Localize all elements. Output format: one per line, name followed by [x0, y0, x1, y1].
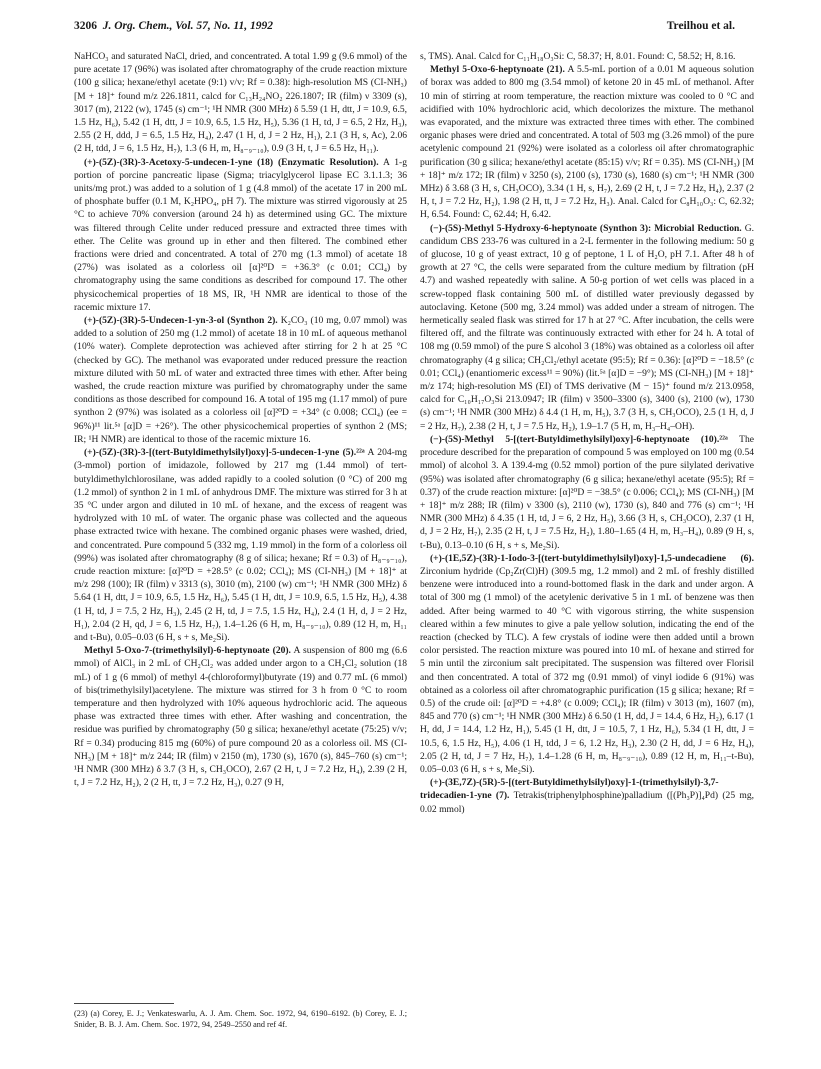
section-heading: (+)-(1E,5Z)-(3R)-1-Iodo-3-[(tert-butyldimethylsilyl)oxy]-1,5-undecadiene (6).: [430, 552, 754, 564]
footnote-entry: (23) (a) Corey, E. J.; Venkateswarlu, A. J. Am. Chem. Soc. 1972, 94, 6190–6192. (b) Corey, E. J.; Snider, B. B. J. Am. Chem. Soc. 1972, 94, 2549–2550 and ref 4f.: [74, 1009, 407, 1030]
section-heading: (+)-(5Z)-(3R)-3-Acetoxy-5-undecen-1-yne (18) (Enzymatic Resolution).: [84, 156, 379, 168]
paragraph: [74, 314, 407, 446]
paragraph: [420, 552, 754, 776]
running-author: Treilhou et al.: [666, 20, 735, 32]
paragraph-text: G. candidum CBS 233-76 was cultured in a 2-L fermenter in the following medium: 50 g of glucose, 10 g of yeast extract, 10 g of peptone, 1 L of H₂O, pH 7.1. After 48 h of growth at 27 °C, the cells were separated from the culture medium by filtration (pH 4.7) and washed repeatedly with saline. A 50-g portion of wet cells was placed in a screw-topped flask containing 500 mL of distilled water previously degassed by autoclaving. Ketone (500 mg, 3.24 mmol) was added under a stream of nitrogen. The hermetically sealed flask was stirred for 17 h at 27 °C. After incubation, the cells were filtered off, and the filtrate was continuously extracted with ether for 24 h. A total of 108 mg (0.59 mmol) of the pure S alcohol 3 (18%) was obtained as a colorless oil after chromatography (4 g silica; CH₂Cl₂/ethyl acetate (95:5); Rf = 0.36): [α]²⁰D = −18.5° (c 0.01; CCl₄) (enantiomeric excess¹¹ = 90%) (lit.⁵ᵃ [α]D = −9°); MS (CI-NH₃) [M + 18]⁺ m/z 174; high-resolution MS (EI) of TMS derivative (M − 15)⁺ found m/z 213.0958, calcd for C₁₀H₁₇O₃Si 213.0947; IR (film) ν 3500–3300 (s), 3400 (s), 2100 (w), 1730 (s) cm⁻¹; ¹H NMR (300 MHz) δ 4.4 (1 H, m, H₅), 3.7 (3 H, s, CH₃OCO), 2.5 (1 H, d, J = 2 Hz, H₇), 2.38 (2 H, t, J = 7.5 Hz, H₂), 1.9–1.7 (5 H, m, H₃–H₄–OH).: [420, 222, 755, 432]
right-column: [420, 50, 754, 816]
paragraph-text: Zirconium hydride (Cp₂Zr(Cl)H) (309.5 mg, 1.2 mmol) and 2 mL of freshly distilled benzene were introduced into a round-bottomed flask in the dark and under argon. A total of 300 mg (1 mmol) of the acetylenic derivative 5 in 1 mL of benzene was then added. After being warmed to 40 °C with vigorous stirring, the white suspension cleared within a few minutes to give a pale yellow solution, indicating the end of the reaction (checked by TLC). A few crystals of iodine were then added until a brown color persisted. The reaction mixture was poured into 10 mL of hexane and stirred for 5 min until the zirconium salt precipitated. The suspension was filtered over Florisil and then concentrated. A total of 372 mg (0.91 mmol) of vinyl iodide 6 (91%) was obtained as a colorless oil after chromatographic purification (15 g silica; hexane; Rf = 0.5) of the crude oil: [α]²⁰D = +4.8° (c 0.009; CCl₄); IR (film) ν 3013 (m), 1607 (m), 845 and 770 (s) cm⁻¹; ¹H NMR (300 MHz) δ 6.50 (1 H, dd, J = 14.4, 6 Hz, H₂), 6.17 (1 H, dd, J = 14.4, 1.2 Hz, H₁), 5.45 (1 H, dtt, J = 10.5, 7, 1 Hz, H₆), 5.34 (1 H, dtt, J = 10.5, 6, 1.5 Hz, H₅), 4.06 (1 H, tdd, J = 6, 1.2 Hz, H₃), 2.30 (2 H, dd, J = 6 Hz, H₄), 2.05 (2 H, td, J = 7 Hz, H₇), 1.4–1.28 (6 H, m, H₈₋₉₋₁₀), 0.89 (12 H, m, H₁₁–t-Bu), 0.05–0.03 (6 H, s + s, Me₂Si).: [420, 565, 754, 775]
footnotes: [74, 1008, 407, 1030]
paragraph: [420, 433, 754, 552]
paragraph-text: s, TMS). Anal. Calcd for C₁₁H₁₈O₃Si: C, 58.37; H, 8.01. Found: C, 58.52; H, 8.16.: [420, 51, 736, 62]
section-heading: (−)-(5S)-Methyl 5-[(tert-Butyldimethylsilyl)oxy]-6-heptynoate (10).²²ᵃ: [430, 433, 728, 445]
header-left: [74, 20, 273, 32]
paragraph: [74, 644, 407, 789]
paragraph: [74, 50, 407, 156]
section-heading: (+)-(5Z)-(3R)-3-[(tert-Butyldimethylsilyl)oxy]-5-undecen-1-yne (5).²²ᵃ: [84, 447, 365, 459]
page-number: 3206: [74, 20, 97, 32]
paragraph-text: A 1-g portion of porcine pancreatic lipase (Sigma; triacylglycerol lipase EC 3.1.1.3; 36 units/mg prot.) was added to a solution of 1 g (4.8 mmol) of the acetate 17 in 200 mL of phosphate buffer (0.1 M, K₂HPO₄, pH 7). The mixture was stirred vigorously at 25 °C to achieve 70% conversion (around 24 h) as determined using GC. The mixture was filtered through Celite under reduced pressure and extracted three times with ether. The Celite was ground up in ether and then filtered. The combined ether fractions were dried and concentrated. A total of 270 mg (1.3 mmol) of acetate 18 (27%) was isolated as a colorless oil [α]²⁰D = +36.3° (c 0.01; CCl₄) by chromatography using the same conditions as described for compound 17. The other physicochemical properties of 18 MS, IR, ¹H NMR are identical to those of the racemic mixture 17.: [74, 156, 407, 313]
paragraph-text: Tetrakis(triphenylphosphine)palladium ([(Ph₃P)]₄Pd) (25 mg, 0.02 mmol): [420, 790, 755, 815]
paragraph-text: A suspension of 800 mg (6.6 mmol) of AlCl₃ in 2 mL of CH₂Cl₂ was added under argon to a CH₂Cl₂ solution (18 mL) of 1 g (6 mmol) of methyl 4-(chloroformyl)butyrate (19) and 0.77 mL (6 mmol) of bis(trimethylsilyl)acetylene. The mixture was stirred for 3 h from 0 °C to room temperature and then hydrolyzed with 10% aqueous hydrochloric acid. The aqueous phase was extracted three times with ether. After washing and concentration, the residue was purified by chromatography (50 g silica; hexane/ethyl acetate (75:25) v/v; Rf = 0.34) producing 815 mg (60%) of pure compound 20 as a colorless oil. MS (CI-NH₃) [M + 18]⁺ m/z 244; IR (film) ν 2150 (m), 1730 (s), 1670 (s), 845–760 (s) cm⁻¹; ¹H NMR (300 MHz) δ 3.7 (3 H, s, CH₃OCO), 2.67 (2 H, t, J = 7.2 Hz, H₄), 2.39 (2 H, t, J = 7.2 Hz, H₂), 2 (2 H, tt, J = 7.2 Hz, H₃), 0.27 (9 H,: [74, 645, 407, 789]
left-column: [74, 50, 407, 789]
paragraph-text: A 5.5-mL portion of a 0.01 M aqueous solution of borax was added to 800 mg (3.54 mmol) of ketone 20 in 45 mL of methanol. After 10 min of stirring at room temperature, the reaction mixture was cooled to 0 °C and acidified with 10% hydrochloric acid, which decolorizes the mixture. The methanol was evaporated, and the mixture was extracted three times with ether. The combined organic phases were dried and concentrated. A total of 503 mg (3.26 mmol) of the pure acetylenic compound 21 (92%) were isolated as a colorless oil after chromatographic purification (30 g silica; hexane/ethyl acetate (85:15) v/v; Rf = 0.35). MS (CI-NH₃) [M + 18]⁺ m/z 172; IR (film) ν 3250 (s), 2100 (s), 1730 (s), 1680 (s) cm⁻¹; ¹H NMR (300 MHz) δ 3.68 (3 H, s, CH₃OCO), 3.34 (1 H, s, H₇), 2.69 (2 H, t, J = 7.2 Hz, H₄), 2.37 (2 H, t, J = 7.2 Hz, H₂), 1.98 (2 H, tt, J = 7.2 Hz, H₃). Anal. Calcd for C₈H₁₀O₃: C, 62.32; H, 6.54. Found: C, 62.44; H, 6.42.: [420, 64, 754, 221]
page-header: [74, 20, 735, 38]
paragraph-text: The procedure described for the preparation of compound 5 was employed on 100 mg (0.54 mmol) of alcohol 3. A 139.4-mg (0.52 mmol) portion of the pure silylated derivative (95%) was isolated after chromatography (6 g silica; hexane/ethyl acetate (95:5); Rf = 0.37) of the crude reaction mixture: [α]²⁰D = −38.5° (c 0.006; CCl₄); MS (CI-NH₃) [M + 18]⁺ m/z 288; IR (film) ν 3300 (s), 2110 (w), 1730 (s), 840 and 776 (s) cm⁻¹; ¹H NMR (300 MHz) δ 4.35 (1 H, td, J = 6, 2 Hz, H₅), 3.66 (3 H, s, CH₃OCO), 2.37 (1 H, d, J = 2 Hz, H₇), 2.35 (2 H, t, J = 7.5 Hz, H₂), 1.80–1.65 (4 H, m, H₃–H₄), 0.89 (9 H, s, t-Bu), 0.13–0.10 (6 H, s + s, Me₂Si).: [420, 433, 754, 551]
section-heading: (+)-(3E,7Z)-(5R)-5-[(tert-Butyldimethylsilyl)oxy]-1-(trimethylsilyl)-3,7-tridecadien-1-yne (7).: [420, 777, 719, 802]
footnote-rule: [74, 1003, 174, 1004]
paragraph-text: NaHCO₃ and saturated NaCl, dried, and concentrated. A total 1.99 g (9.6 mmol) of the pure acetate 17 (96%) was isolated after chromatography of the crude reaction mixture (100 g silica; hexane/ethyl acetate (9:1) v/v; Rf = 0.38): high-resolution MS (CI-NH₃) [M + 18]⁺ found m/z 226.1811, calcd for C₁₃H₂₄NO₂ 226.1807; IR (film) ν 3309 (s), 3017 (m), 2122 (w), 1745 (s) cm⁻¹; ¹H NMR (300 MHz) δ 5.59 (1 H, dtt, J = 10.9, 6.5, 1.5 Hz, H₆), 5.42 (1 H, dtt, J = 10.9, 6.5, 1.5 Hz, H₅), 5.36 (1 H, td, J = 6.5, 2 Hz, H₃), 2.55 (2 H, ddd, J = 6.5, 1.5 Hz, H₄), 2.47 (1 H, d, J = 2 Hz, H₁), 2.1 (3 H, s, Ac), 2.06 (2 H, tdd, J = 6, 1.5 Hz, H₇), 1.3 (6 H, m, H₈₋₉₋₁₀), 0.9 (3 H, t, J = 6.5 Hz, H₁₁).: [74, 51, 407, 155]
paragraph: [74, 156, 407, 314]
paragraph-text: A 204-mg (3-mmol) portion of imidazole, followed by 217 mg (1.44 mmol) of tert-butyldimethylchlorosilane, was added rapidly to a cooled solution (0 °C) of 200 mg (1.2 mmol) of synthon 2 in 1 mL of anhydrous DMF. The mixture was stirred for 3 h at 35 °C under argon and diluted in 10 mL of hexane, and the excess of reagent was hydrolyzed with 10 mL of water. The organic phase was collected and the aqueous phase extracted twice with hexane. The combined organic phases were washed, dried, and concentrated. Pure compound 5 (332 mg, 1.19 mmol) in the form of a colorless oil (99%) was isolated after chromatography (8 g of silica; hexane; Rf = 0.3) of H₈₋₉₋₁₀), crude reaction mixture: [α]²⁰D = +28.5° (c 0.02; CCl₄); MS (CI-NH₃) [M + 18]⁺ at m/z 298 (100); IR (film) ν 3313 (s), 3010 (m), 2100 (w) cm⁻¹; ¹H NMR (300 MHz) δ 5.64 (1 H, dtt, J = 10.9, 6.5, 1.5 Hz, H₆), 5.45 (1 H, dtt, J = 10.9, 6.5, 1.5 Hz, H₅), 4.38 (1 H, td, J = 7.5, 2 Hz, H₃), 2.45 (2 H, td, J = 7.5, 1.5 Hz, H₄), 2.4 (1 H, d, J = 2 Hz, H₁), 2.04 (2 H, qd, J = 6, 1.5 Hz, H₇), 1.4–1.26 (6 H, m, H₈₋₉₋₁₀), 0.89 (12 H, m, H₁₁ and t-Bu), 0.05–0.03 (6 H, s + s, Me₂Si).: [74, 447, 407, 643]
paragraph-text: K₂CO₃ (10 mg, 0.07 mmol) was added to a solution of 250 mg (1.2 mmol) of acetate 18 in 10 mL of aqueous methanol (10% water). Complete deprotection was achieved after stirring for 2 h at 25 °C (checked by GC). The methanol was evaporated under reduced pressure the reaction mixture diluted with 50 mL of water and extracted three times with ether. After being washed, the crude reaction mixture was purified by chromatography under the same conditions as those described for compound 16. A total of 195 mg (1.17 mmol) of pure synthon 2 (97%) was isolated as a colorless oil [α]²⁰D = +34° (c 0.008; CCl₄) (ee = 96%)¹¹ lit.⁵ᵃ [α]D = +26°). The other physicochemical properties of synthon 2 (MS; IR; ¹H NMR) are identical to those of the racemic mixture 16.: [74, 315, 407, 445]
paragraph: [420, 222, 754, 433]
section-heading: (+)-(5Z)-(3R)-5-Undecen-1-yn-3-ol (Synthon 2).: [84, 315, 278, 327]
section-heading: Methyl 5-Oxo-7-(trimethylsilyl)-6-heptynoate (20).: [84, 645, 291, 657]
section-heading: (−)-(5S)-Methyl 5-Hydroxy-6-heptynoate (Synthon 3): Microbial Reduction.: [430, 222, 742, 234]
paragraph: [420, 50, 754, 63]
paragraph: [420, 776, 754, 816]
paragraph: [420, 63, 754, 221]
section-heading: Methyl 5-Oxo-6-heptynoate (21).: [430, 64, 565, 76]
journal-citation: J. Org. Chem., Vol. 57, No. 11, 1992: [102, 20, 274, 32]
paragraph: [74, 446, 407, 644]
